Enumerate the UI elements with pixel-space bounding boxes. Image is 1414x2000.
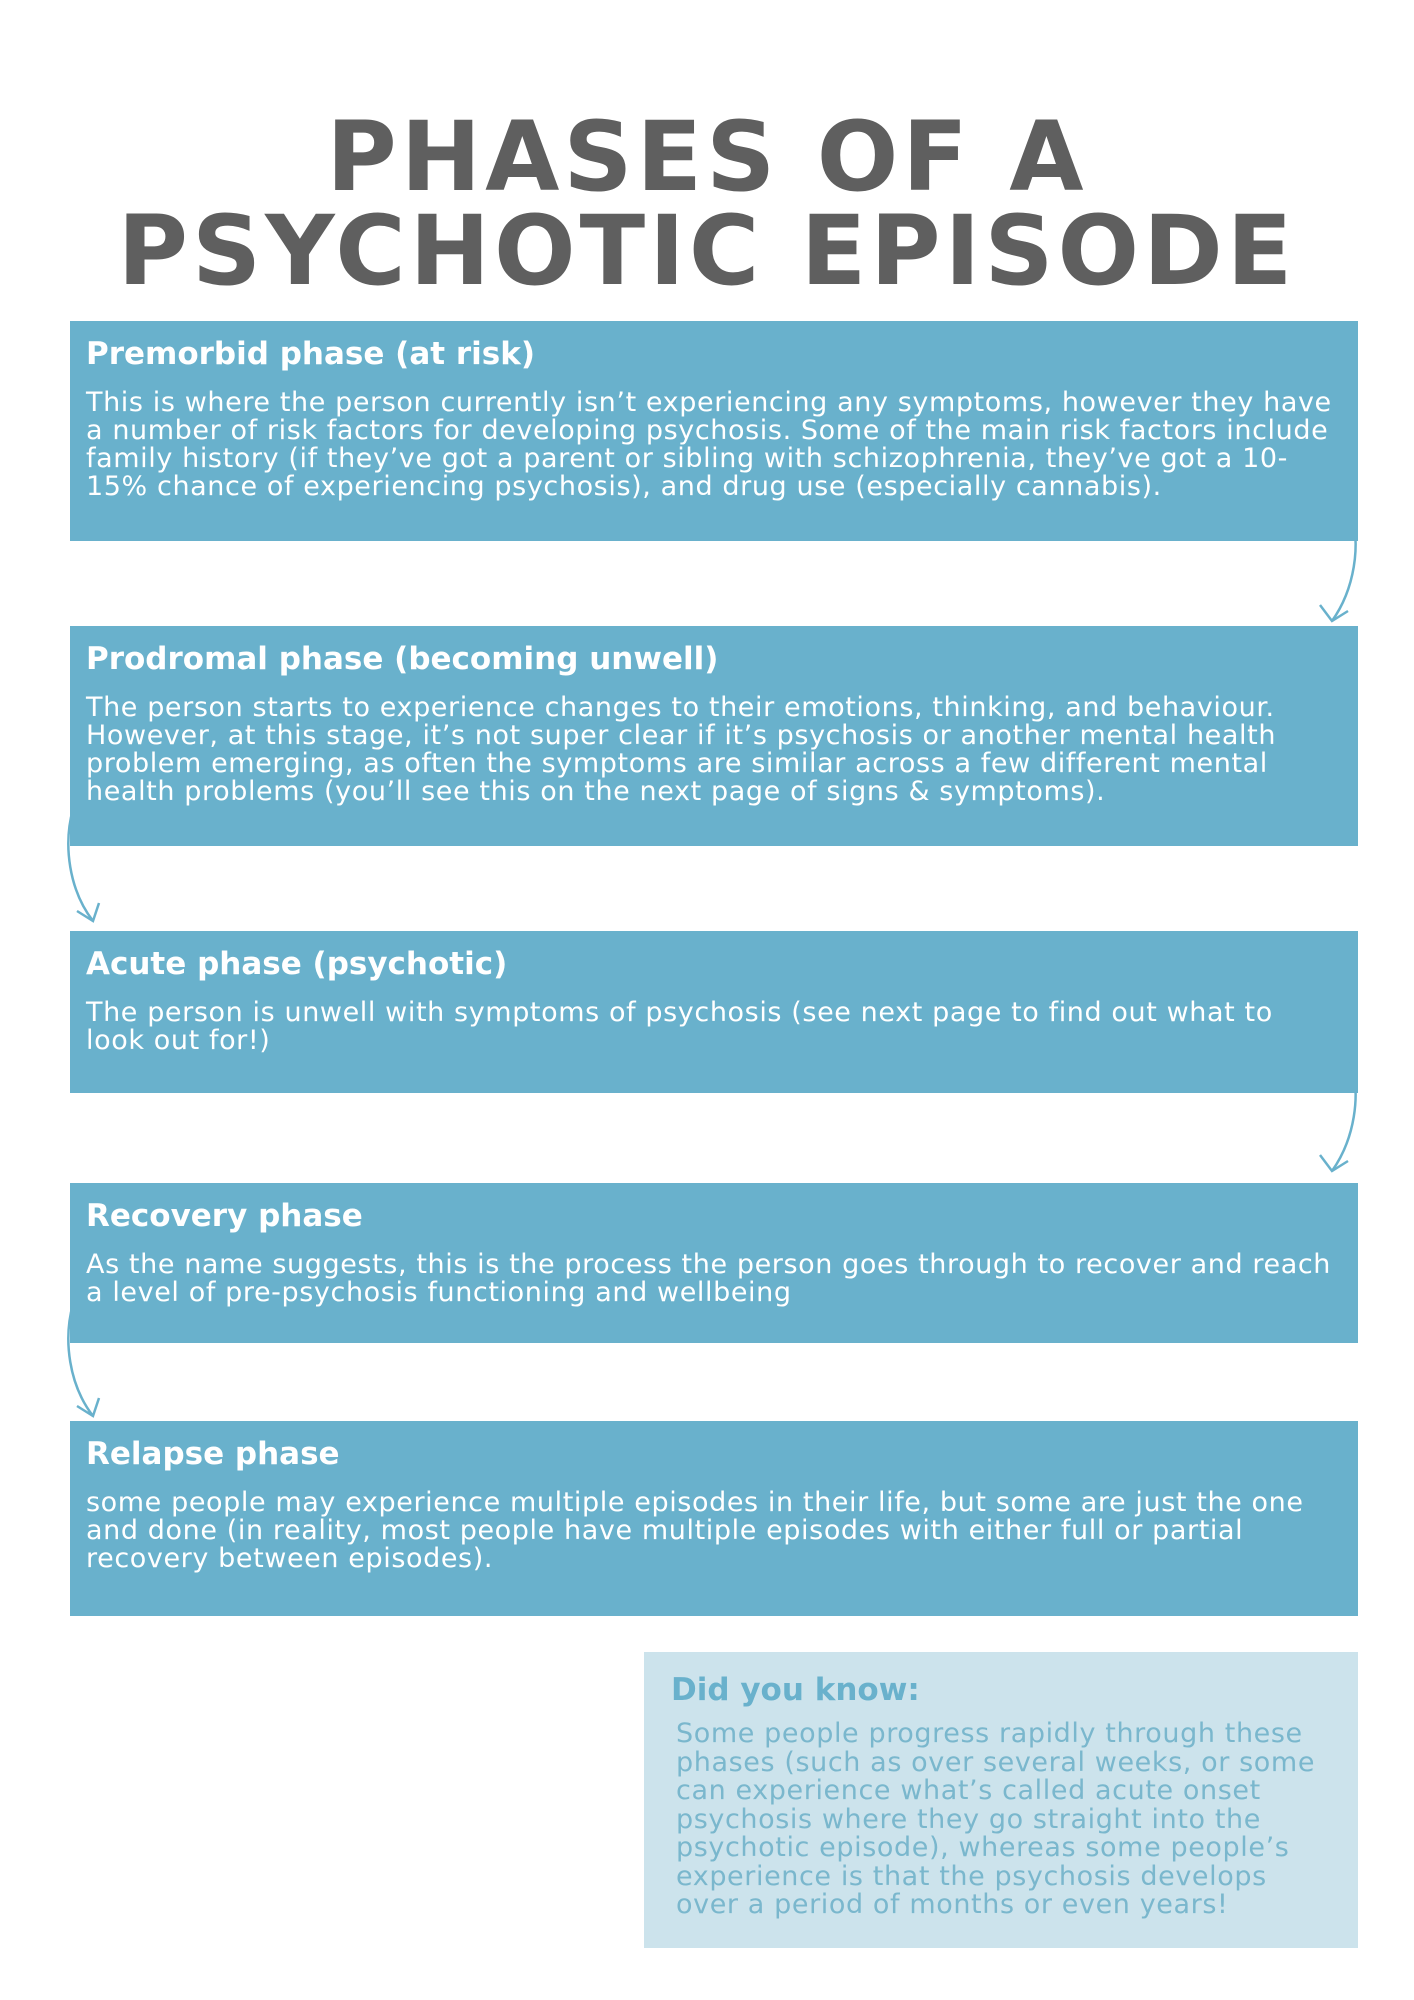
curved-arrow-icon [1310, 1055, 1370, 1180]
phase-heading: Acute phase (psychotic) [86, 946, 508, 982]
page-title-line-1: PHASES OF A [326, 101, 1088, 213]
phase-heading: Premorbid phase (at risk) [86, 336, 536, 372]
phase-description: The person is unwell with symptoms of psychosis (see next page to find out what to look out for!) [86, 997, 1273, 1056]
phase-description: This is where the person currently isn’t experiencing any symptoms, however they have a number of risk factors for developing psychosis. Some of the main risk factors include family history (if they’ve got a parent or sibling with schizophrenia, they’ve got a 10-15% chance of experiencing psychosis), and drug use (especially cannabis). [86, 387, 1332, 502]
curved-arrow-icon [55, 805, 115, 930]
phase-description: As the name suggests, this is the process the person goes through to recover and reach a level of pre-psychosis functioning and wellbeing [86, 1249, 1332, 1308]
phase-box-recovery [70, 1183, 1358, 1343]
did-you-know-heading: Did you know: [671, 1672, 920, 1708]
phase-box-relapse [70, 1421, 1358, 1616]
phase-description: some people may experience multiple episodes in their life, but some are just the one and done (in reality, most people have multiple episodes with either full or partial recovery between episodes). [86, 1487, 1304, 1574]
phase-heading: Prodromal phase (becoming unwell) [86, 641, 719, 677]
phase-box-prodromal [70, 626, 1358, 846]
did-you-know-box [644, 1652, 1358, 1948]
did-you-know-text: Some people progress rapidly through these phases (such as over several weeks, or some can experience what’s called acute onset psychosis where they go straight into the psychotic episode), whereas some people’s experience is that the psychosis develops over a period of months or even years! [676, 1718, 1316, 1920]
phase-box-premorbid [70, 321, 1358, 541]
phase-box-acute [70, 931, 1358, 1093]
phase-description: The person starts to experience changes to their emotions, thinking, and behaviour. However, at this stage, it’s not super clear if it’s psychosis or another mental health problem emerging, as often the symptoms are similar across a few different mental health problems (you’ll see this on the next page of signs & symptoms). [86, 692, 1277, 807]
phase-heading: Relapse phase [86, 1436, 340, 1472]
page-title-line-2: PSYCHOTIC EPISODE [117, 195, 1297, 307]
phase-heading: Recovery phase [86, 1198, 363, 1234]
curved-arrow-icon [1310, 505, 1370, 630]
page-title [0, 101, 1414, 307]
curved-arrow-icon [55, 1300, 115, 1425]
